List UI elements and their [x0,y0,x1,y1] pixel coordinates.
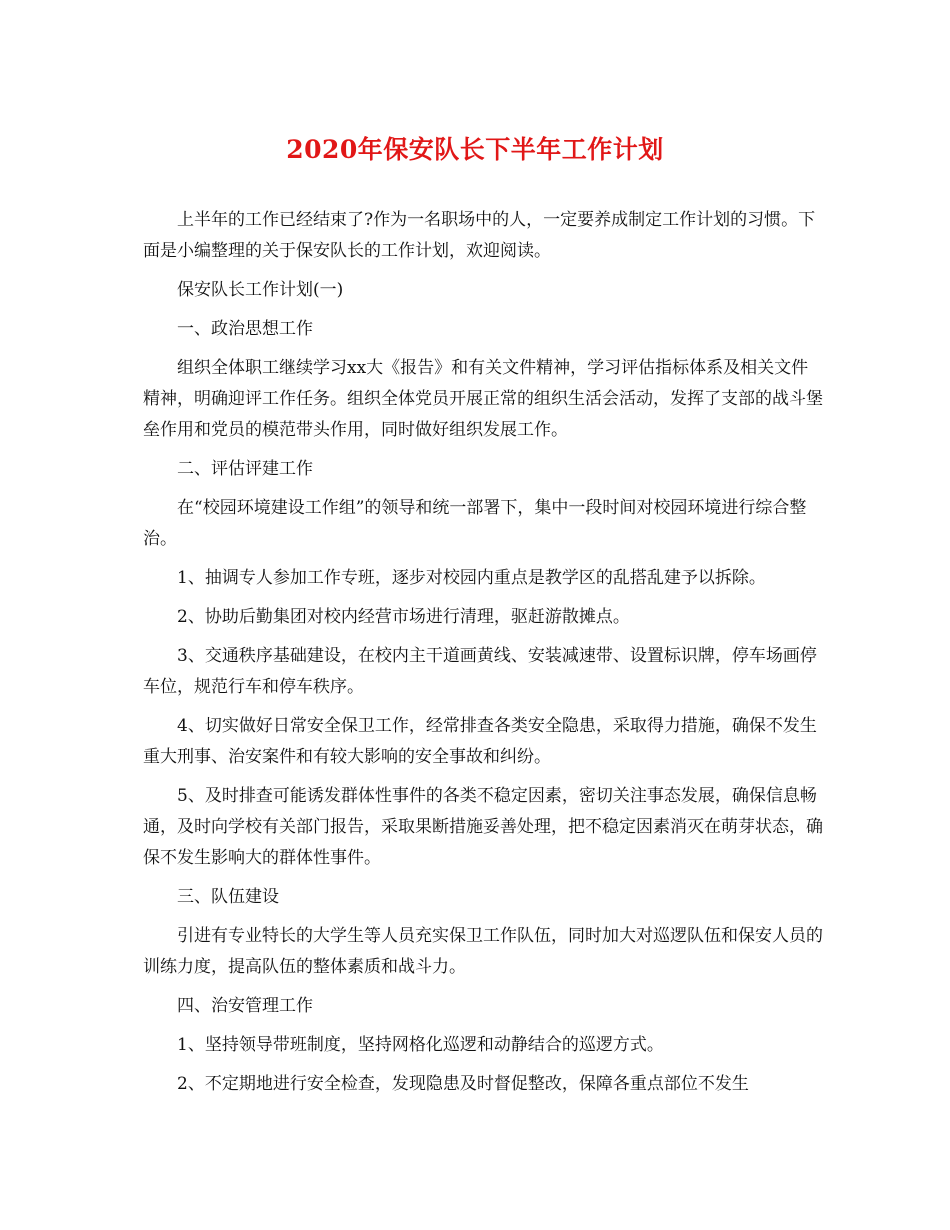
section-heading-4: 四、治安管理工作 [177,996,313,1016]
security-item-1: 1、坚持领导带班制度，坚持网格化巡逻和动静结合的巡逻方式。 [177,1035,664,1055]
section-heading-2: 二、评估评建工作 [177,459,313,479]
intro-paragraph: 上半年的工作已经结束了?作为一名职场中的人，一定要养成制定工作计划的习惯。下面是小编整理的关于保安队长的工作计划，欢迎阅读。 [143,210,816,261]
section-heading-3: 三、队伍建设 [177,887,279,907]
paragraph-political: 组织全体职工继续学习xx大《报告》和有关文件精神，学习评估指标体系及相关文件精神，明确迎评工作任务。组织全体党员开展正常的组织生活会活动，发挥了支部的战斗堡垒作用和党员的模范带头作用，同时做好组织发展工作。 [143,358,823,440]
list-item-5: 5、及时排查可能诱发群体性事件的各类不稳定因素，密切关注事态发展，确保信息畅通，及时向学校有关部门报告，采取果断措施妥善处理，把不稳定因素消灭在萌芽状态，确保不发生影响大的群体性事件。 [143,786,823,868]
list-item-4: 4、切实做好日常安全保卫工作，经常排查各类安全隐患，采取得力措施，确保不发生重大刑事、治安案件和有较大影响的安全事故和纠纷。 [143,716,817,767]
list-item-1: 1、抽调专人参加工作专班，逐步对校园内重点是教学区的乱搭乱建予以拆除。 [177,568,766,588]
list-item-3: 3、交通秩序基础建设，在校内主干道画黄线、安装减速带、设置标识牌，停车场画停车位，规范行车和停车秩序。 [143,646,817,697]
document-title: 2020年保安队长下半年工作计划 [286,135,664,164]
paragraph-environment: 在“校园环境建设工作组”的领导和统一部署下，集中一段时间对校园环境进行综合整治。 [143,498,807,549]
security-item-2: 2、不定期地进行安全检查，发现隐患及时督促整改，保障各重点部位不发生 [177,1074,749,1094]
plan-subtitle: 保安队长工作计划(一) [177,280,344,300]
section-heading-1: 一、政治思想工作 [177,319,313,339]
document-body [143,205,823,1108]
list-item-2: 2、协助后勤集团对校内经营市场进行清理，驱赶游散摊点。 [177,607,630,627]
paragraph-team: 引进有专业特长的大学生等人员充实保卫工作队伍，同时加大对巡逻队伍和保安人员的训练力度，提高队伍的整体素质和战斗力。 [143,926,823,977]
